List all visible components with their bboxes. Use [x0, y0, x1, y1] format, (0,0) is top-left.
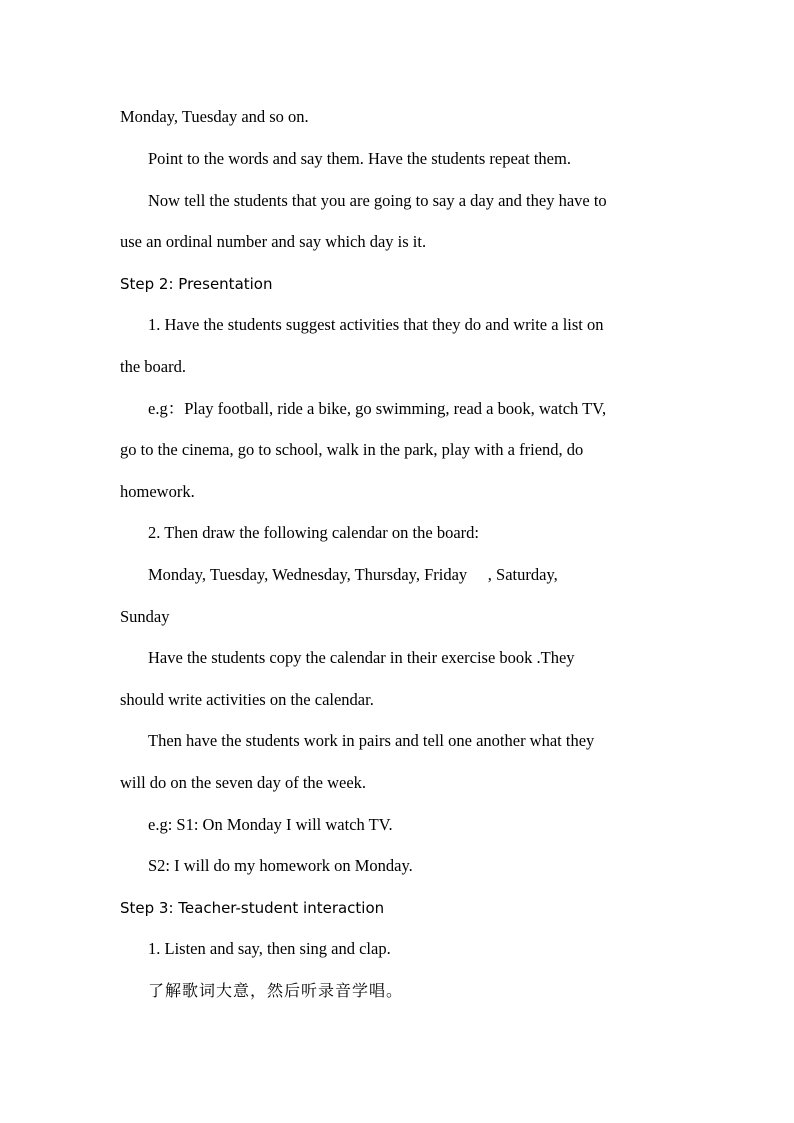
paragraph-line: Then have the students work in pairs and tell one another what they — [148, 731, 595, 750]
paragraph-line: the board. — [120, 357, 186, 376]
paragraph-line: homework. — [120, 482, 195, 501]
paragraph-line: use an ordinal number and say which day is it. — [120, 232, 427, 251]
paragraph-line: Sunday — [120, 607, 170, 626]
paragraph-line: should write activities on the calendar. — [120, 690, 374, 709]
section-heading-step-2: Step 2: Presentation — [120, 275, 273, 293]
paragraph-line: Have the students copy the calendar in their exercise book .They — [148, 648, 575, 667]
paragraph-line: 2. Then draw the following calendar on the board: — [148, 523, 479, 542]
paragraph-line: Monday, Tuesday, Wednesday, Thursday, Friday , Saturday, — [148, 565, 558, 584]
paragraph-line: will do on the seven day of the week. — [120, 773, 367, 792]
paragraph-line: 1. Have the students suggest activities that they do and write a list on — [148, 315, 604, 334]
paragraph-line: 1. Listen and say, then sing and clap. — [148, 939, 391, 958]
paragraph-line: Now tell the students that you are going to say a day and they have to — [148, 191, 607, 210]
paragraph-line: S2: I will do my homework on Monday. — [148, 856, 413, 875]
paragraph-line: go to the cinema, go to school, walk in the park, play with a friend, do — [120, 440, 584, 459]
paragraph-line: e.g: S1: On Monday I will watch TV. — [148, 815, 393, 834]
section-heading-step-3: Step 3: Teacher-student interaction — [120, 899, 385, 917]
paragraph-line: e.g：Play football, ride a bike, go swimming, read a book, watch TV, — [148, 399, 607, 418]
paragraph-line-chinese: 了解歌词大意，然后听录音学唱。 — [148, 981, 404, 1000]
paragraph-line: Point to the words and say them. Have the students repeat them. — [148, 149, 571, 168]
paragraph-line: Monday, Tuesday and so on. — [120, 107, 309, 126]
